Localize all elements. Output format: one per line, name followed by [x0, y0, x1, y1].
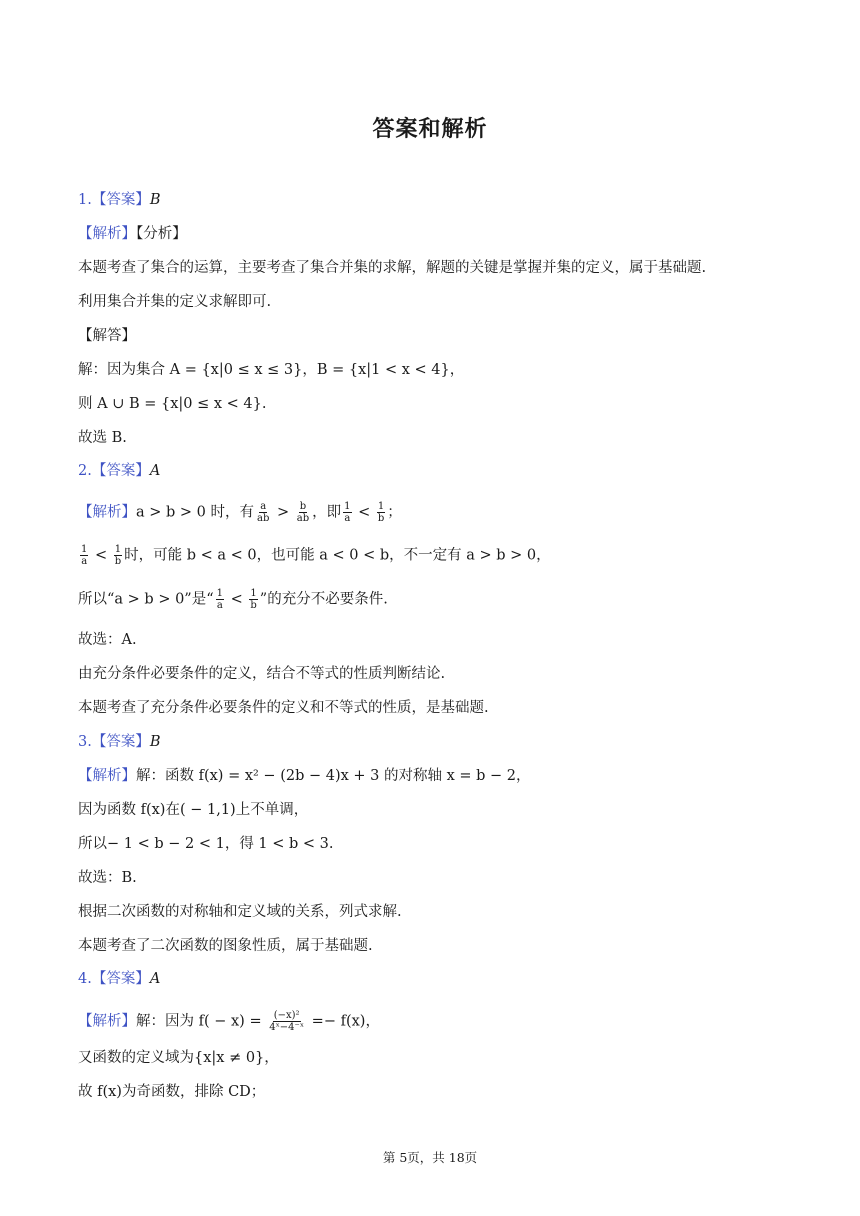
q3-line-4: 故选：B.: [78, 870, 137, 886]
q4-analysis-tag: 【解析】: [78, 1013, 136, 1030]
q2-l2b: 时，可能 b < a < 0，也可能 a < 0 < b，不一定有 a > b > 0，: [124, 547, 551, 564]
q2-line-4: 故选：A.: [78, 632, 137, 648]
q2-line-2: $\frac{1}{a}$ < $\frac{1}{b}$ 时，可能 b < a < 0，也可能 a < 0 < b，不一定有 a > b > 0，: [81, 544, 551, 567]
q3-line-2: 因为函数 f(x)在( − 1,1)上不单调，: [78, 802, 309, 818]
q2-line-5: 由充分条件必要条件的定义，结合不等式的性质判断结论.: [78, 666, 446, 682]
page-footer: 第 5页，共 18页: [382, 1150, 478, 1165]
fraction-1-over-b: $\frac{1}{b}$: [377, 501, 385, 524]
q4-answer-line: [78, 969, 160, 989]
fraction-1-over-a: $\frac{1}{a}$: [81, 544, 88, 567]
q3-line-3: 所以− 1 < b − 2 < 1，得 1 < b < 3.: [78, 836, 334, 852]
q1-jieda-tag: 【解答】: [78, 328, 136, 344]
q1-number: 1.: [78, 192, 92, 208]
q3-line-5: 根据二次函数的对称轴和定义域的关系，列式求解.: [78, 904, 402, 920]
q1-fenxi-tag: 【分析】: [136, 226, 187, 242]
q2-l1a: a > b > 0 时，有: [136, 504, 254, 521]
q1-answer-line: [78, 190, 161, 210]
q1-analysis-line: [78, 224, 187, 244]
q3-analysis-tag: 【解析】: [78, 768, 136, 784]
q2-line-1: 【解析】a > b > 0 时，有 $\frac{a}{ab}$ > $\frac{b}{ab}$ ，即 $\frac{1}{a}$ < $\frac{1}{b}$ ；: [78, 501, 402, 524]
q1-answer: B: [149, 192, 161, 208]
fraction-1-over-b: $\frac{1}{b}$: [250, 588, 257, 611]
q4-line-1: 【解析】解：因为 f( − x) = $\frac{\text{(−x)²}}{\text{4ˣ−4⁻ˣ}}$ =− f(x)，: [78, 1010, 380, 1033]
q1-line-1: 本题考查了集合的运算，主要考查了集合并集的求解，解题的关键是掌握并集的定义，属于基础题.: [78, 260, 707, 276]
q2-answer: A: [149, 463, 161, 479]
q4-answer-tag: 【答案】: [91, 971, 150, 987]
q2-line-3: 所以“a > b > 0”是“ $\frac{1}{a}$ < $\frac{1}{b}$ ”的充分不必要条件.: [78, 588, 388, 611]
q3-line-1: 【解析】解：函数 f(x) = x² − (2b − 4)x + 3 的对称轴 x = b − 2，: [78, 768, 531, 784]
q3-number: 3.: [78, 734, 92, 750]
q1-line-5: 故选 B.: [78, 430, 127, 446]
q2-line-6: 本题考查了充分条件必要条件的定义和不等式的性质，是基础题.: [78, 700, 489, 716]
q2-number: 2.: [78, 463, 92, 479]
q1-line-2: 利用集合并集的定义求解即可.: [78, 294, 272, 310]
q2-analysis-tag: 【解析】: [78, 504, 136, 521]
q1-analysis-tag: 【解析】: [78, 226, 136, 242]
fraction-b-over-ab: $\frac{b}{ab}$: [296, 501, 310, 524]
fraction-fx: $\frac{\text{(−x)²}}{\text{4ˣ−4⁻ˣ}}$: [269, 1010, 305, 1033]
q4-line-2: 又函数的定义域为{x|x ≠ 0}，: [78, 1050, 279, 1066]
q1-answer-tag: 【答案】: [91, 192, 150, 208]
q1-line-4: 则 A ∪ B = {x|0 ≤ x < 4}.: [78, 396, 267, 412]
q3-answer-tag: 【答案】: [91, 734, 150, 750]
fraction-1-over-a: $\frac{1}{a}$: [216, 588, 224, 611]
fraction-1-over-a: $\frac{1}{a}$: [344, 501, 351, 524]
q4-number: 4.: [78, 971, 92, 987]
q2-answer-line: [78, 461, 160, 481]
q4-line-3: 故 f(x)为奇函数，排除 CD；: [78, 1084, 266, 1100]
fraction-a-over-ab: $\frac{a}{ab}$: [257, 501, 270, 524]
q3-line-6: 本题考查了二次函数的图象性质，属于基础题.: [78, 938, 373, 954]
q1-line-3: 解：因为集合 A = {x|0 ≤ x ≤ 3}，B = {x|1 < x < 4}，: [78, 362, 465, 378]
q2-answer-tag: 【答案】: [91, 463, 150, 479]
fraction-1-over-b: $\frac{1}{b}$: [114, 544, 122, 567]
q3-answer: B: [149, 734, 161, 750]
page-title: 答案和解析: [372, 117, 488, 142]
q4-answer: A: [149, 971, 161, 987]
q3-answer-line: [78, 732, 161, 752]
